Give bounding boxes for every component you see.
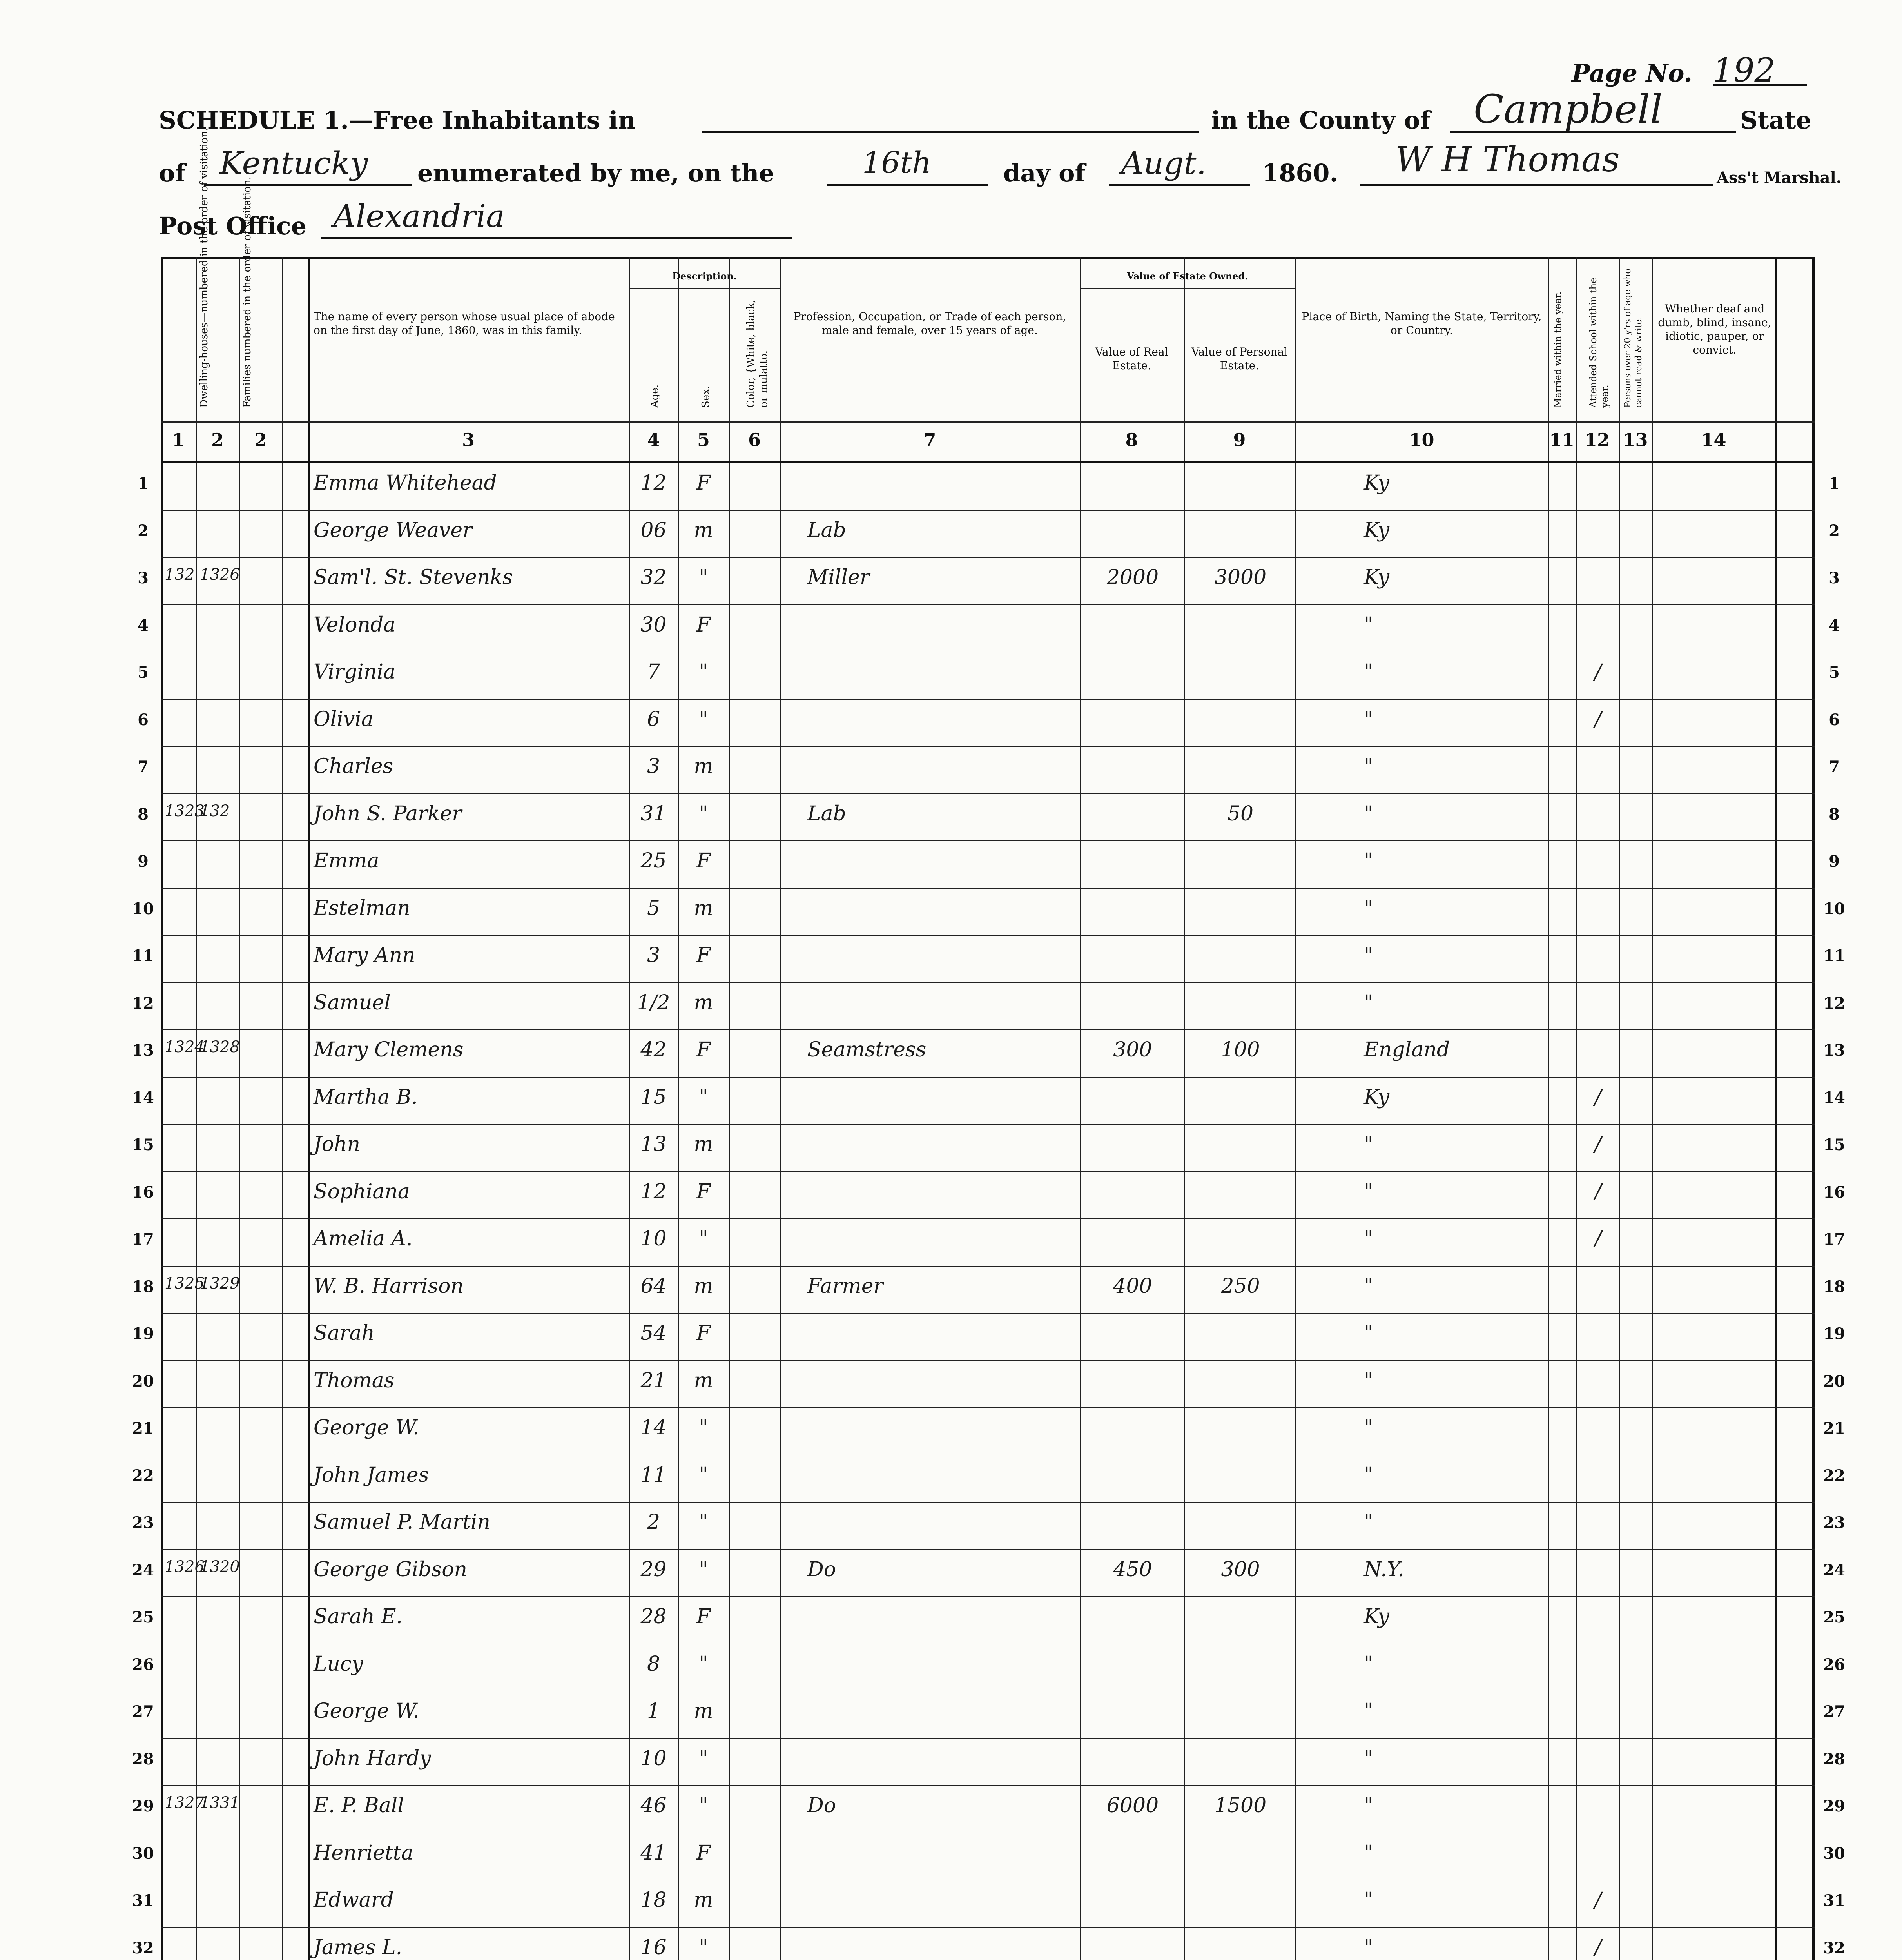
- cell-birth: ": [1364, 991, 1373, 1014]
- col-number: 9: [1233, 429, 1246, 450]
- row-number: 1: [1829, 474, 1840, 493]
- cell-name: John James: [314, 1463, 429, 1487]
- cell-age: 2: [647, 1510, 660, 1534]
- col-sex-head: Sex.: [700, 385, 712, 408]
- cell-name: Virginia: [314, 660, 396, 684]
- cell-sex: ": [699, 1227, 708, 1250]
- row-number: 32: [132, 1938, 154, 1957]
- row-number: 8: [1829, 805, 1840, 824]
- year-label: 1860.: [1262, 159, 1338, 187]
- cell-sex: ": [699, 1794, 708, 1817]
- cell-sex: F: [696, 944, 711, 967]
- cell-birth: N.Y.: [1364, 1557, 1404, 1581]
- col-number: 2: [254, 429, 267, 450]
- enumerated-label: enumerated by me, on the: [417, 159, 774, 187]
- cell-school: /: [1594, 660, 1602, 684]
- cell-birth: ": [1364, 1463, 1373, 1487]
- row-number: 14: [1823, 1088, 1845, 1107]
- cell-sex: ": [699, 1085, 708, 1109]
- row-number: 7: [1829, 758, 1840, 776]
- cell-sex: F: [696, 613, 711, 637]
- cell-age: 5: [647, 896, 660, 920]
- cell-age: 11: [640, 1463, 667, 1487]
- col-number: 10: [1409, 429, 1434, 450]
- cell-sex: ": [699, 1510, 708, 1534]
- cell-dw: 132: [165, 566, 195, 584]
- cell-birth: ": [1364, 1321, 1373, 1345]
- row-number: 17: [1823, 1230, 1845, 1249]
- cell-name: George Weaver: [314, 518, 473, 542]
- cell-sex: m: [694, 1699, 713, 1723]
- cell-age: 14: [640, 1416, 667, 1439]
- cell-birth: ": [1364, 802, 1373, 826]
- cell-sex: m: [694, 1274, 713, 1298]
- row-number: 11: [132, 947, 154, 965]
- cell-age: 12: [640, 471, 667, 495]
- cell-sex: m: [694, 1368, 713, 1392]
- cell-name: John S. Parker: [314, 802, 462, 826]
- cell-occ: Do: [807, 1557, 836, 1581]
- cell-age: 13: [640, 1132, 667, 1156]
- month-value: Augt.: [1121, 145, 1207, 181]
- cell-name: Mary Clemens: [314, 1038, 464, 1062]
- cell-name: George W.: [314, 1416, 419, 1439]
- cell-sex: m: [694, 991, 713, 1014]
- row-number: 29: [1823, 1797, 1845, 1815]
- cell-name: Velonda: [314, 613, 396, 637]
- row-number: 31: [132, 1891, 154, 1910]
- row-number: 12: [132, 994, 154, 1013]
- cell-birth: ": [1364, 1274, 1373, 1298]
- township-blank: [702, 131, 1199, 133]
- cell-name: Samuel: [314, 991, 391, 1014]
- row-number: 21: [132, 1419, 154, 1437]
- cell-age: 46: [640, 1794, 667, 1817]
- cell-birth: ": [1364, 755, 1373, 778]
- cell-dw: 1327: [165, 1794, 205, 1812]
- cell-birth: ": [1364, 849, 1373, 873]
- cell-school: /: [1594, 1888, 1602, 1912]
- description-head: Description.: [672, 270, 737, 282]
- cell-sex: m: [694, 518, 713, 542]
- row-number: 18: [1823, 1277, 1845, 1296]
- cell-name: E. P. Ball: [314, 1794, 404, 1817]
- cell-birth: Ky: [1364, 1605, 1389, 1628]
- col-family-head: Families numbered in the order of visitation.: [241, 176, 253, 408]
- cell-birth: Ky: [1364, 471, 1389, 495]
- cell-birth: ": [1364, 896, 1373, 920]
- cell-age: 06: [640, 518, 667, 542]
- page-number-value: 192: [1712, 51, 1775, 89]
- cell-name: Charles: [314, 755, 393, 778]
- cell-name: Sophiana: [314, 1180, 410, 1203]
- col-number: 3: [462, 429, 475, 450]
- cell-sex: F: [696, 1321, 711, 1345]
- cell-name: Thomas: [314, 1368, 395, 1392]
- cell-school: /: [1594, 1227, 1602, 1250]
- col-number: 14: [1701, 429, 1726, 450]
- cell-sex: ": [699, 1557, 708, 1581]
- row-number: 15: [132, 1136, 154, 1154]
- cell-sex: F: [696, 849, 711, 873]
- cell-age: 7: [647, 660, 660, 684]
- col-number: 5: [697, 429, 710, 450]
- cell-name: Estelman: [314, 896, 410, 920]
- row-number: 14: [132, 1088, 154, 1107]
- cell-sex: F: [696, 1841, 711, 1865]
- cell-name: Samuel P. Martin: [314, 1510, 490, 1534]
- col-color-head: Color, {White, black, or mulatto.: [745, 299, 770, 408]
- schedule-title: SCHEDULE 1.—Free Inhabitants in: [159, 106, 636, 134]
- page-number-label: Page No. 192: [1572, 51, 1775, 89]
- row-number: 12: [1823, 994, 1845, 1013]
- col-illiterate-head: Persons over 20 y'rs of age who cannot read & write.: [1623, 269, 1644, 408]
- cell-birth: ": [1364, 1746, 1373, 1770]
- cell-age: 29: [640, 1557, 667, 1581]
- cell-age: 6: [647, 707, 660, 731]
- row-number: 6: [1829, 710, 1840, 729]
- cell-birth: ": [1364, 1368, 1373, 1392]
- cell-name: Lucy: [314, 1652, 363, 1676]
- cell-birth: ": [1364, 944, 1373, 967]
- col-age-head: Age.: [649, 384, 661, 408]
- cell-name: Emma: [314, 849, 379, 873]
- row-number: 9: [1829, 852, 1840, 871]
- row-number: 30: [132, 1844, 154, 1863]
- col-real-estate-head: Value of Real Estate.: [1095, 345, 1168, 372]
- col-number: 11: [1549, 429, 1574, 450]
- cell-pers: 100: [1221, 1038, 1260, 1062]
- cell-birth: ": [1364, 1935, 1373, 1959]
- cell-birth: ": [1364, 1180, 1373, 1203]
- cell-name: John: [314, 1132, 361, 1156]
- row-number: 28: [1823, 1749, 1845, 1768]
- col-birthplace-head: Place of Birth, Naming the State, Territory, or Country.: [1302, 310, 1542, 337]
- cell-pers: 1500: [1214, 1794, 1267, 1817]
- row-number: 19: [132, 1325, 154, 1343]
- row-number: 25: [1823, 1608, 1845, 1626]
- post-office-value: Alexandria: [333, 198, 505, 234]
- cell-birth: ": [1364, 1888, 1373, 1912]
- row-number: 4: [1829, 616, 1840, 635]
- row-number: 29: [132, 1797, 154, 1815]
- cell-occ: Miller: [807, 566, 870, 589]
- cell-age: 32: [640, 566, 667, 589]
- cell-name: Olivia: [314, 707, 374, 731]
- row-number: 13: [132, 1041, 154, 1060]
- cell-pers: 3000: [1214, 566, 1267, 589]
- row-number: 23: [132, 1514, 154, 1532]
- cell-dw: 1326: [165, 1557, 205, 1576]
- row-number: 20: [132, 1372, 154, 1390]
- cell-birth: ": [1364, 613, 1373, 637]
- cell-fam: 1326: [200, 566, 240, 584]
- cell-name: W. B. Harrison: [314, 1274, 464, 1298]
- cell-age: 18: [640, 1888, 667, 1912]
- cell-birth: ": [1364, 1416, 1373, 1439]
- cell-sex: F: [696, 1605, 711, 1628]
- col-number: 12: [1584, 429, 1610, 450]
- county-label: in the County of: [1211, 106, 1431, 134]
- row-number: 17: [132, 1230, 154, 1249]
- row-number: 13: [1823, 1041, 1845, 1060]
- cell-age: 31: [640, 802, 667, 826]
- cell-age: 54: [640, 1321, 667, 1345]
- row-number: 8: [138, 805, 149, 824]
- cell-school: /: [1594, 1085, 1602, 1109]
- cell-birth: ": [1364, 1510, 1373, 1534]
- cell-name: George Gibson: [314, 1557, 468, 1581]
- day-of-label: day of: [1003, 159, 1086, 187]
- state-value: Kentucky: [219, 145, 368, 181]
- cell-school: /: [1594, 1935, 1602, 1959]
- cell-occ: Lab: [807, 518, 846, 542]
- cell-birth: ": [1364, 1652, 1373, 1676]
- cell-name: George W.: [314, 1699, 419, 1723]
- col-number: 2: [211, 429, 224, 450]
- cell-name: Edward: [314, 1888, 394, 1912]
- cell-dw: 1324: [165, 1038, 205, 1056]
- col-dwelling-head: Dwelling-houses—numbered in the order of visitation.: [198, 127, 210, 408]
- cell-name: Mary Ann: [314, 944, 415, 967]
- cell-school: /: [1594, 1132, 1602, 1156]
- row-number: 5: [138, 663, 149, 682]
- cell-sex: ": [699, 1463, 708, 1487]
- col-married-head: Married within the year.: [1552, 291, 1563, 408]
- cell-sex: F: [696, 1038, 711, 1062]
- cell-sex: ": [699, 802, 708, 826]
- cell-real: 6000: [1106, 1794, 1159, 1817]
- cell-sex: F: [696, 1180, 711, 1203]
- cell-school: /: [1594, 707, 1602, 731]
- col-number: 13: [1623, 429, 1648, 450]
- row-number: 10: [132, 899, 154, 918]
- col-school-head: Attended School within the year.: [1588, 278, 1610, 408]
- cell-age: 16: [640, 1935, 667, 1959]
- county-value: Campbell: [1474, 86, 1663, 132]
- cell-name: Martha B.: [314, 1085, 418, 1109]
- of-label: of: [159, 159, 186, 187]
- cell-age: 28: [640, 1605, 667, 1628]
- cell-fam: 1329: [200, 1274, 240, 1292]
- cell-name: Amelia A.: [314, 1227, 413, 1250]
- cell-dw: 1323: [165, 802, 205, 820]
- row-number: 4: [138, 616, 149, 635]
- row-number: 24: [132, 1561, 154, 1579]
- cell-birth: Ky: [1364, 566, 1389, 589]
- cell-age: 10: [640, 1227, 667, 1250]
- col-personal-estate-head: Value of Personal Estate.: [1191, 345, 1288, 372]
- row-number: 18: [132, 1277, 154, 1296]
- cell-age: 21: [640, 1368, 667, 1392]
- row-number: 16: [132, 1183, 154, 1201]
- cell-fam: 1331: [200, 1794, 240, 1812]
- cell-age: 1: [647, 1699, 660, 1723]
- cell-birth: Ky: [1364, 518, 1389, 542]
- cell-sex: m: [694, 755, 713, 778]
- cell-sex: ": [699, 1652, 708, 1676]
- marshal-value: W H Thomas: [1395, 139, 1620, 180]
- cell-birth: ": [1364, 1227, 1373, 1250]
- cell-age: 3: [647, 944, 660, 967]
- row-number: 7: [138, 758, 149, 776]
- cell-real: 400: [1113, 1274, 1152, 1298]
- cell-occ: Do: [807, 1794, 836, 1817]
- row-number: 2: [1829, 521, 1840, 540]
- cell-name: Sam'l. St. Stevenks: [314, 566, 513, 589]
- row-number: 6: [138, 710, 149, 729]
- col-number: 7: [923, 429, 936, 450]
- cell-sex: F: [696, 471, 711, 495]
- row-number: 15: [1823, 1136, 1845, 1154]
- row-number: 24: [1823, 1561, 1845, 1579]
- row-number: 3: [1829, 569, 1840, 587]
- cell-dw: 1325: [165, 1274, 205, 1292]
- row-number: 31: [1823, 1891, 1845, 1910]
- cell-fam: 1320: [200, 1557, 240, 1576]
- cell-sex: m: [694, 1132, 713, 1156]
- cell-sex: ": [699, 1935, 708, 1959]
- cell-pers: 300: [1221, 1557, 1260, 1581]
- row-number: 32: [1823, 1938, 1845, 1957]
- cell-fam: 1328: [200, 1038, 240, 1056]
- cell-birth: England: [1364, 1038, 1450, 1062]
- cell-occ: Farmer: [807, 1274, 883, 1298]
- cell-age: 12: [640, 1180, 667, 1203]
- cell-birth: ": [1364, 707, 1373, 731]
- row-number: 16: [1823, 1183, 1845, 1201]
- row-number: 3: [138, 569, 149, 587]
- row-number: 26: [132, 1655, 154, 1674]
- cell-age: 64: [640, 1274, 667, 1298]
- cell-birth: ": [1364, 660, 1373, 684]
- cell-school: /: [1594, 1180, 1602, 1203]
- row-number: 28: [132, 1749, 154, 1768]
- col-name-head: The name of every person whose usual place of abode on the first day of June, 1860, was in this family.: [314, 310, 615, 337]
- row-number: 2: [138, 521, 149, 540]
- cell-age: 41: [640, 1841, 667, 1865]
- row-number: 27: [1823, 1702, 1845, 1721]
- cell-birth: ": [1364, 1841, 1373, 1865]
- cell-name: James L.: [314, 1935, 403, 1959]
- post-office-label: Post Office: [159, 212, 307, 240]
- cell-sex: m: [694, 1888, 713, 1912]
- cell-pers: 50: [1227, 802, 1254, 826]
- row-number: 25: [132, 1608, 154, 1626]
- cell-sex: m: [694, 896, 713, 920]
- row-number: 30: [1823, 1844, 1845, 1863]
- cell-birth: ": [1364, 1132, 1373, 1156]
- cell-sex: ": [699, 660, 708, 684]
- cell-name: Henrietta: [314, 1841, 413, 1865]
- cell-name: John Hardy: [314, 1746, 431, 1770]
- cell-fam: 132: [200, 802, 230, 820]
- cell-real: 450: [1113, 1557, 1152, 1581]
- row-number: 10: [1823, 899, 1845, 918]
- cell-age: 42: [640, 1038, 667, 1062]
- estate-head: Value of Estate Owned.: [1127, 270, 1248, 282]
- col-number: 6: [748, 429, 761, 450]
- state-label: State: [1740, 106, 1811, 134]
- cell-sex: ": [699, 707, 708, 731]
- cell-birth: Ky: [1364, 1085, 1389, 1109]
- cell-age: 10: [640, 1746, 667, 1770]
- row-number: 5: [1829, 663, 1840, 682]
- cell-birth: ": [1364, 1699, 1373, 1723]
- marshal-label: Ass't Marshal.: [1717, 169, 1842, 187]
- cell-name: Sarah E.: [314, 1605, 403, 1628]
- cell-sex: ": [699, 1746, 708, 1770]
- col-condition-head: Whether deaf and dumb, blind, insane, idiotic, pauper, or convict.: [1658, 302, 1771, 356]
- row-number: 27: [132, 1702, 154, 1721]
- cell-pers: 250: [1221, 1274, 1260, 1298]
- cell-name: Emma Whitehead: [314, 471, 497, 495]
- day-value: 16th: [862, 145, 932, 180]
- cell-age: 8: [647, 1652, 660, 1676]
- row-number: 11: [1823, 947, 1845, 965]
- cell-occ: Lab: [807, 802, 846, 826]
- cell-sex: ": [699, 1416, 708, 1439]
- row-number: 22: [1823, 1466, 1845, 1485]
- row-number: 21: [1823, 1419, 1845, 1437]
- cell-real: 300: [1113, 1038, 1152, 1062]
- cell-sex: ": [699, 566, 708, 589]
- cell-age: 30: [640, 613, 667, 637]
- cell-name: Sarah: [314, 1321, 375, 1345]
- col-number: 1: [172, 429, 185, 450]
- row-number: 19: [1823, 1325, 1845, 1343]
- cell-age: 15: [640, 1085, 667, 1109]
- row-number: 26: [1823, 1655, 1845, 1674]
- cell-age: 3: [647, 755, 660, 778]
- row-number: 22: [132, 1466, 154, 1485]
- cell-real: 2000: [1106, 566, 1159, 589]
- cell-age: 1/2: [637, 991, 670, 1014]
- cell-age: 25: [640, 849, 667, 873]
- row-number: 23: [1823, 1514, 1845, 1532]
- row-number: 20: [1823, 1372, 1845, 1390]
- row-number: 9: [138, 852, 149, 871]
- cell-occ: Seamstress: [807, 1038, 927, 1062]
- col-number: 4: [647, 429, 660, 450]
- row-number: 1: [138, 474, 149, 493]
- col-occupation-head: Profession, Occupation, or Trade of each person, male and female, over 15 years of age.: [793, 310, 1066, 337]
- col-number: 8: [1125, 429, 1138, 450]
- cell-birth: ": [1364, 1794, 1373, 1817]
